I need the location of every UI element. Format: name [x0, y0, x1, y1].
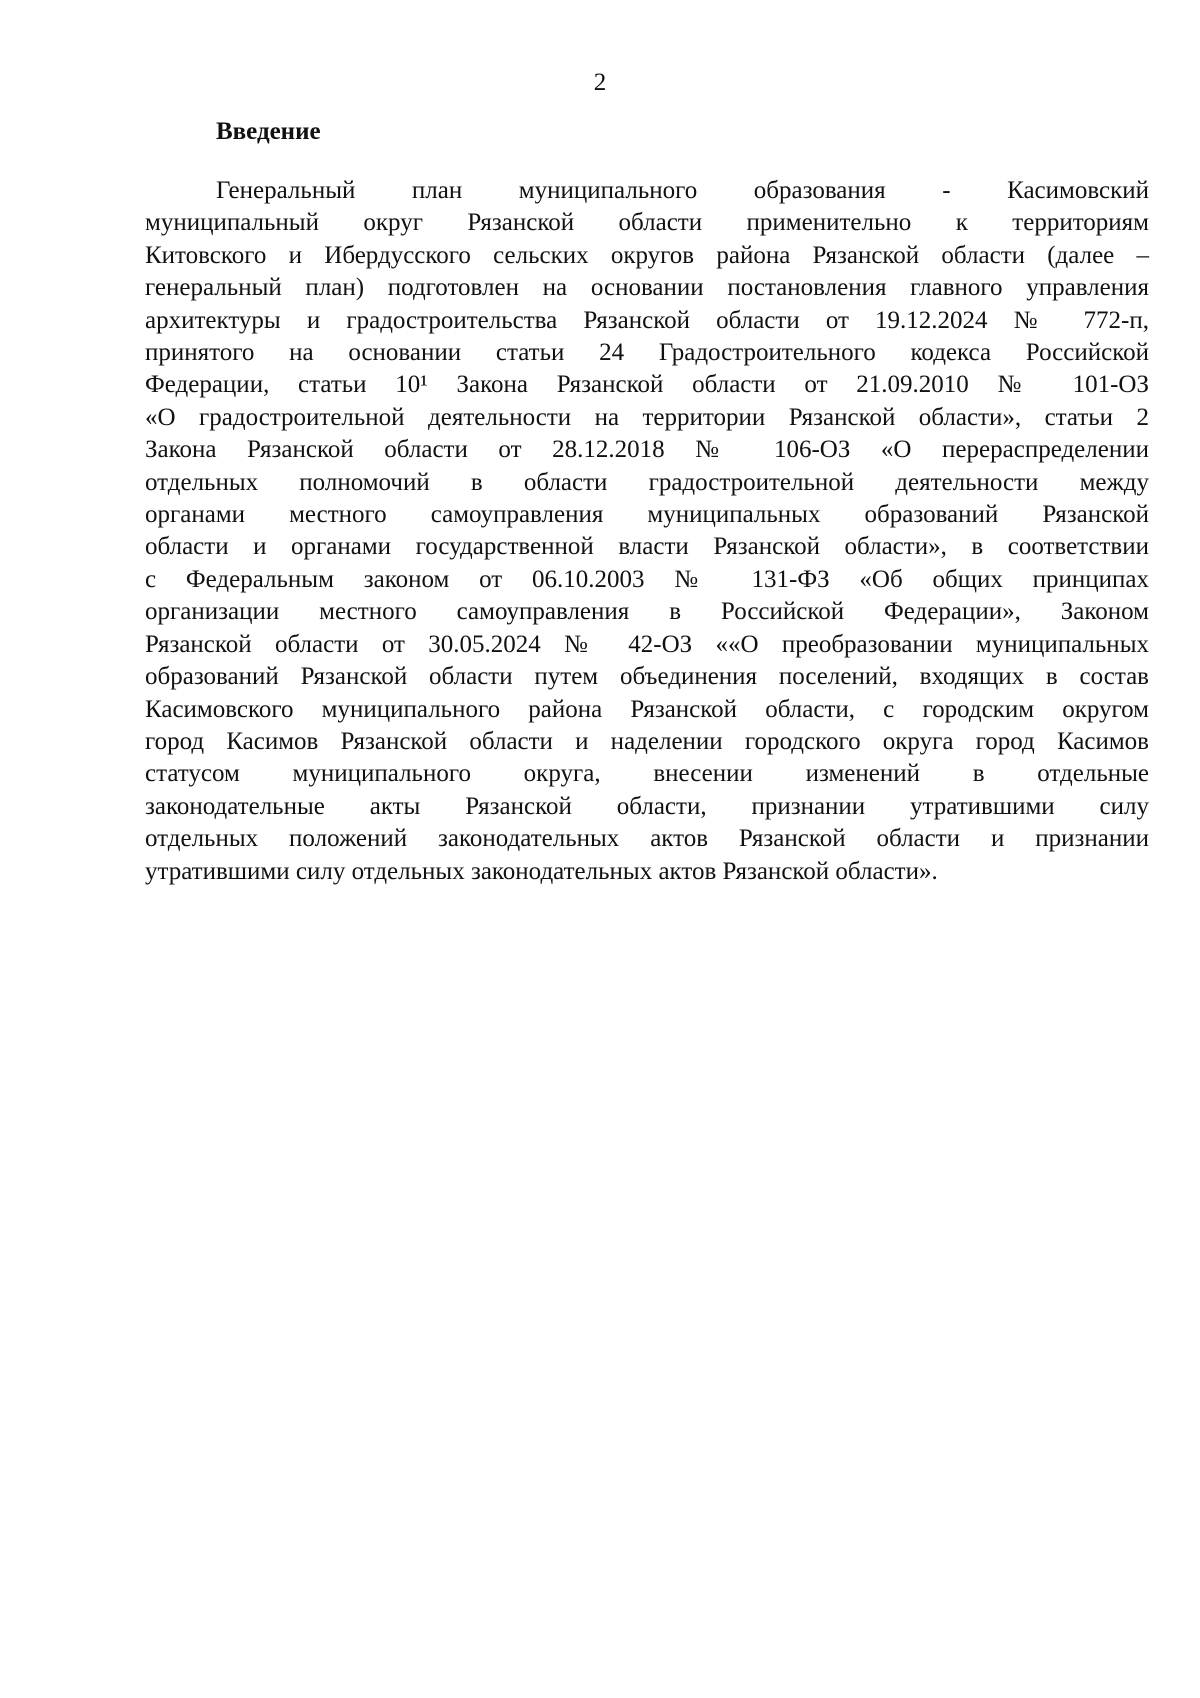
paragraph-line: Федерации, статьи 10¹ Закона Рязанской области от 21.09.2010 № 101-ОЗ	[145, 371, 1149, 399]
paragraph-line: утратившими силу отдельных законодательных актов Рязанской области».	[145, 857, 938, 885]
paragraph-line: отдельных положений законодательных актов Рязанской области и признании	[145, 825, 1149, 853]
paragraph-line: органами местного самоуправления муниципальных образований Рязанской	[145, 501, 1149, 529]
paragraph-line: город Касимов Рязанской области и наделении городского округа город Касимов	[145, 727, 1149, 755]
paragraph-line: принятого на основании статьи 24 Градостроительного кодекса Российской	[145, 339, 1149, 367]
paragraph-line: Касимовского муниципального района Рязанской области, с городским округом	[145, 695, 1149, 723]
paragraph-line: отдельных полномочий в области градостроительной деятельности между	[145, 468, 1149, 496]
paragraph-line: генеральный план) подготовлен на основании постановления главного управления	[145, 274, 1149, 302]
paragraph-line: Генеральный план муниципального образования - Касимовский	[216, 177, 1149, 204]
paragraph-line: образований Рязанской области путем объединения поселений, входящих в состав	[145, 663, 1149, 691]
paragraph-line: архитектуры и градостроительства Рязанской области от 19.12.2024 № 772-п,	[145, 306, 1149, 334]
paragraph-line: статусом муниципального округа, внесении изменений в отдельные	[145, 760, 1149, 788]
paragraph-line: законодательные акты Рязанской области, признании утратившими силу	[145, 792, 1149, 820]
body-paragraph	[145, 175, 1149, 888]
section-heading: Введение	[216, 118, 321, 145]
paragraph-line: с Федеральным законом от 06.10.2003 № 131-ФЗ «Об общих принципах	[145, 565, 1149, 593]
paragraph-line: области и органами государственной власти Рязанской области», в соответствии	[145, 533, 1149, 561]
page-number: 2	[593, 69, 607, 96]
paragraph-line: муниципальный округ Рязанской области применительно к территориям	[145, 209, 1149, 237]
paragraph-line: Китовского и Ибердусского сельских округов района Рязанской области (далее –	[145, 241, 1149, 269]
paragraph-line: Закона Рязанской области от 28.12.2018 № 106-ОЗ «О перераспределении	[145, 436, 1149, 464]
paragraph-line: Рязанской области от 30.05.2024 № 42-ОЗ ««О преобразовании муниципальных	[145, 630, 1149, 658]
paragraph-line: «О градостроительной деятельности на территории Рязанской области», статьи 2	[145, 403, 1149, 431]
paragraph-line: организации местного самоуправления в Российской Федерации», Законом	[145, 598, 1149, 626]
